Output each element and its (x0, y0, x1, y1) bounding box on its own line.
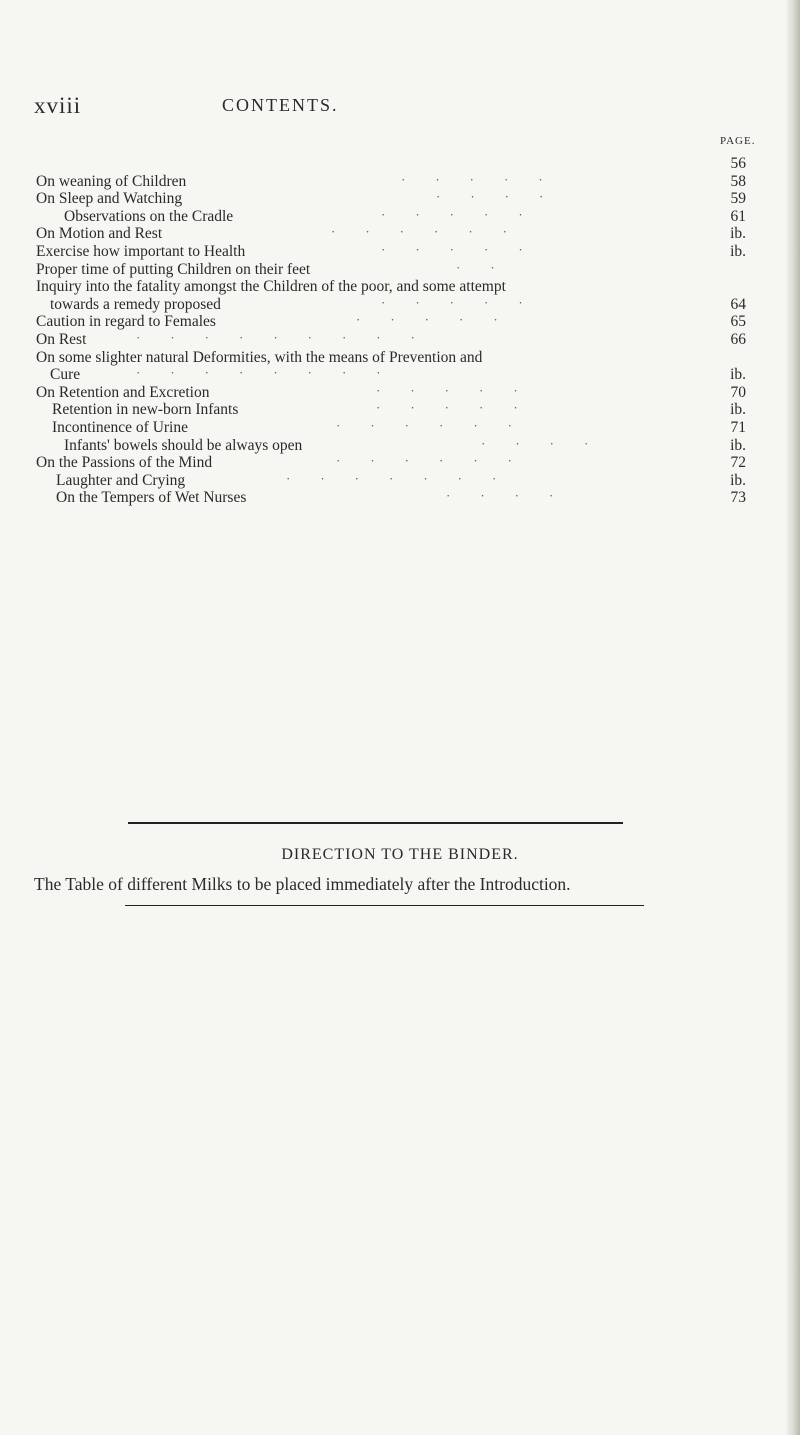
leader-dots: ····· (381, 294, 553, 310)
toc-entry-label: Proper time of putting Children on their feet (36, 260, 311, 278)
toc-entry-page: 66 (730, 330, 746, 348)
leader-dots: ····· (381, 206, 553, 222)
leader-dots: ···· (436, 189, 574, 205)
page-folio: xviii (34, 93, 82, 118)
toc-row (36, 472, 746, 490)
toc-entry-page: 70 (730, 383, 746, 401)
running-head-title: CONTENTS. (222, 95, 339, 115)
leader-dots: ····· (376, 382, 548, 398)
binder-direction-title: DIRECTION TO THE BINDER. (281, 846, 519, 863)
toc-entry-label: On Motion and Rest (36, 225, 163, 243)
leader-dots: ······ (336, 453, 542, 469)
toc-entry-label: On Sleep and Watching (36, 190, 183, 208)
leader-dots: ······ (336, 417, 542, 433)
toc-entry-label: Caution in regard to Females (36, 313, 216, 331)
leader-dots: ···· (481, 435, 619, 451)
bottom-rule (125, 905, 644, 906)
toc-entry-page: ib. (730, 242, 746, 260)
leader-dots: ······ (331, 224, 537, 240)
leader-dots: ····· (401, 171, 573, 187)
toc-entry-page: ib. (730, 225, 746, 243)
toc-entry-page: ib. (730, 436, 746, 454)
toc-entry-page: 72 (730, 454, 746, 472)
toc-entry-label: On weaning of Children (36, 172, 187, 190)
toc-entry-page: 59 (730, 190, 746, 208)
toc-row (36, 331, 746, 349)
toc-row (36, 261, 746, 279)
toc-entry-page: 73 (730, 489, 746, 507)
running-head (34, 93, 734, 127)
top-rule (128, 822, 623, 824)
leader-dots: ········ (136, 365, 411, 381)
binder-direction-text: The Table of different Milks to be placed immediately after the Introduction. (34, 874, 571, 894)
toc-entry-page: ib. (730, 366, 746, 384)
toc-entry-label: On Rest (36, 330, 87, 348)
toc-entry-label: Cure (50, 366, 81, 384)
toc-row (36, 243, 746, 261)
leader-dots: ····· (381, 241, 553, 257)
leader-dots: ····· (356, 312, 528, 328)
page-edge-shadow (786, 0, 800, 1435)
leader-dots: ···· (446, 488, 584, 504)
toc-entry-page: 64 (730, 295, 746, 313)
toc-row (36, 155, 746, 173)
toc-entry-label: Exercise how important to Health (36, 242, 246, 260)
toc-entry-label: Laughter and Crying (56, 471, 186, 489)
toc-entry-label: Retention in new-born Infants (52, 401, 239, 419)
leader-dots: ····· (376, 400, 548, 416)
toc-entry-label: Incontinence of Urine (52, 418, 188, 436)
toc-entry-label: On the Passions of the Mind (36, 454, 213, 472)
toc-entry-label: On some slighter natural Deformities, with the means of Prevention and (36, 348, 483, 366)
toc-entry-page: 58 (730, 172, 746, 190)
leader-dots: ······· (286, 470, 527, 486)
toc-entry-page: 65 (730, 313, 746, 331)
contents-list (36, 155, 746, 507)
toc-entry-page: 71 (730, 418, 746, 436)
toc-entry-label: towards a remedy proposed (50, 295, 221, 313)
toc-entry-label: Observations on the Cradle (64, 207, 234, 225)
toc-entry-label: Inquiry into the fatality amongst the Children of the poor, and some attempt (36, 278, 506, 296)
toc-entry-page: 61 (730, 207, 746, 225)
toc-entry-page: ib. (730, 401, 746, 419)
toc-row (36, 419, 746, 437)
toc-entry-label: Infants' bowels should be always open (64, 436, 303, 454)
toc-entry-page: 56 (730, 155, 746, 172)
toc-entry-label: On the Tempers of Wet Nurses (56, 489, 247, 507)
toc-row (36, 489, 746, 507)
leader-dots: ·· (456, 259, 525, 275)
toc-row (36, 173, 746, 191)
leader-dots: ········· (136, 329, 445, 345)
toc-entry-label: On Retention and Excretion (36, 383, 210, 401)
page-column-label: PAGE. (720, 135, 756, 147)
toc-entry-page: ib. (730, 471, 746, 489)
